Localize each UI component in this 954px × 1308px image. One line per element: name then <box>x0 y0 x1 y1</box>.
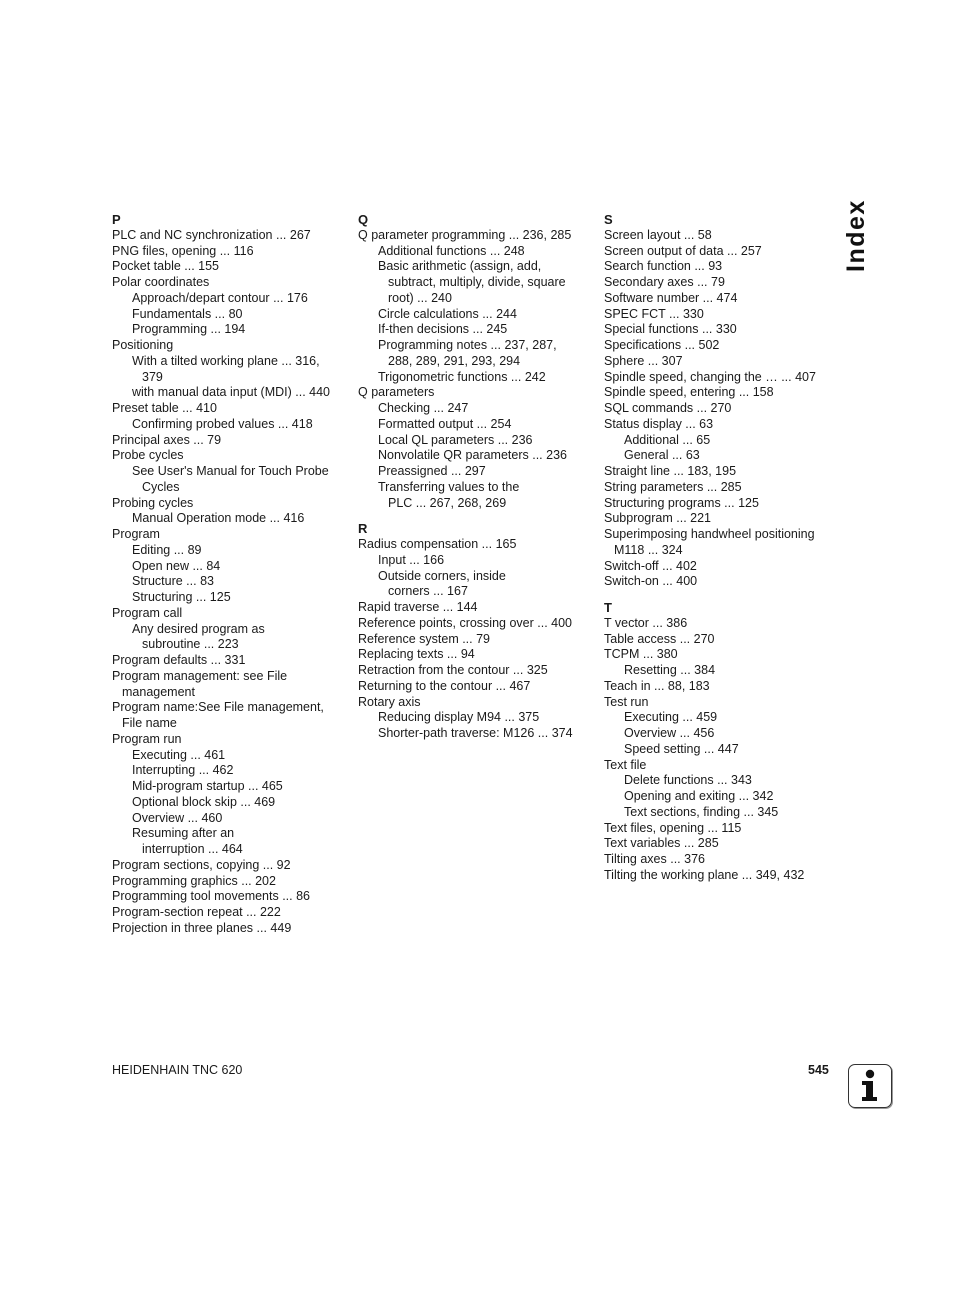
index-subentry: Delete functions ... 343 <box>624 773 752 788</box>
index-entry: Probing cycles <box>112 495 194 510</box>
index-subentry: Overview ... 456 <box>624 726 715 740</box>
index-entry: Program <box>112 527 160 541</box>
index-entry: Programming tool movements ... 86 <box>112 889 310 904</box>
index-subentry: Mid-program startup ... 465 <box>132 779 283 793</box>
index-subentry: Fundamentals ... 80 <box>132 306 243 321</box>
index-entry: Text files, opening ... 115 <box>604 820 742 835</box>
index-entry: Structuring programs ... 125 <box>604 495 759 510</box>
index-column-1 <box>112 210 348 937</box>
section-title-index: Index <box>842 199 870 272</box>
index-subentry: PLC ... 267, 268, 269 <box>388 495 507 510</box>
index-subentry: interruption ... 464 <box>142 842 243 856</box>
index-entry: Reference points, crossing over ... 400 <box>358 615 573 630</box>
index-entry: Spindle speed, changing the … ... 407 <box>604 369 816 384</box>
index-entry: Q parameter programming ... 236, 285 <box>358 227 572 242</box>
index-entry: Program call <box>112 605 183 620</box>
index-entry: Program-section repeat ... 222 <box>112 905 281 919</box>
index-subentry: Reducing display M94 ... 375 <box>378 710 540 725</box>
index-subentry: Executing ... 459 <box>624 710 718 725</box>
index-subentry: Resuming after an <box>132 826 235 841</box>
index-entry: Programming graphics ... 202 <box>112 873 276 888</box>
index-subentry: Programming notes ... 237, 287, <box>378 338 557 352</box>
index-letter-heading: T <box>604 600 612 615</box>
index-entry: Pocket table ... 155 <box>112 259 220 274</box>
index-subentry: Executing ... 461 <box>132 747 226 762</box>
index-column-3 <box>604 210 834 884</box>
index-subentry: Basic arithmetic (assign, add, <box>378 259 542 274</box>
index-entry: Radius compensation ... 165 <box>358 537 517 551</box>
index-subentry: Approach/depart contour ... 176 <box>132 290 308 305</box>
index-entry: PNG files, opening ... 116 <box>112 243 254 258</box>
index-subentry: Cycles <box>142 479 180 494</box>
index-entry: Status display ... 63 <box>604 416 714 431</box>
index-subentry: Transferring values to the <box>378 479 520 494</box>
index-entry: Retraction from the contour ... 325 <box>358 663 548 677</box>
index-subentry: Programming ... 194 <box>132 322 246 337</box>
index-entry: Screen layout ... 58 <box>604 227 712 242</box>
index-subentry: Confirming probed values ... 418 <box>132 416 313 431</box>
index-entry: Software number ... 474 <box>604 290 738 305</box>
index-entry: SPEC FCT ... 330 <box>604 306 704 321</box>
index-subentry: Formatted output ... 254 <box>378 416 512 431</box>
index-subentry: General ... 63 <box>624 448 700 463</box>
index-subentry: Input ... 166 <box>378 552 445 567</box>
index-entry: Positioning <box>112 338 174 352</box>
index-subentry: Trigonometric functions ... 242 <box>378 369 546 384</box>
index-entry: Program run <box>112 731 182 746</box>
index-entry: Program defaults ... 331 <box>112 653 246 667</box>
index-letter-heading: P <box>112 212 121 227</box>
index-subentry: Preassigned ... 297 <box>378 464 486 478</box>
index-subentry: root) ... 240 <box>388 290 452 305</box>
index-entry: Straight line ... 183, 195 <box>604 464 737 478</box>
index-subentry: Speed setting ... 447 <box>624 741 739 756</box>
index-subentry: with manual data input (MDI) ... 440 <box>132 385 331 400</box>
index-entry: Tilting the working plane ... 349, 432 <box>604 867 805 882</box>
index-entry: Text file <box>604 757 647 772</box>
index-entry: Preset table ... 410 <box>112 401 217 415</box>
index-subentry: Circle calculations ... 244 <box>378 306 517 321</box>
index-entry: Principal axes ... 79 <box>112 432 222 447</box>
index-entry: TCPM ... 380 <box>604 647 678 662</box>
index-subentry: 379 <box>142 369 163 384</box>
index-entry: Probe cycles <box>112 448 184 463</box>
index-subentry: subroutine ... 223 <box>142 637 239 652</box>
index-subentry: Overview ... 460 <box>132 810 223 825</box>
index-entry: Subprogram ... 221 <box>604 511 712 526</box>
index-entry: Returning to the contour ... 467 <box>358 678 531 693</box>
index-entry: Switch-on ... 400 <box>604 574 698 589</box>
index-entry: Special functions ... 330 <box>604 322 737 337</box>
index-subentry: Structure ... 83 <box>132 574 214 589</box>
index-letter-heading: S <box>604 212 613 227</box>
index-subentry: Interrupting ... 462 <box>132 763 234 778</box>
index-entry: Polar coordinates <box>112 275 210 289</box>
index-entry: Program sections, copying ... 92 <box>112 857 291 872</box>
index-subentry: Additional functions ... 248 <box>378 243 525 258</box>
index-subentry: Editing ... 89 <box>132 542 202 557</box>
index-subentry: Structuring ... 125 <box>132 590 231 604</box>
index-column-2 <box>358 210 594 742</box>
index-entry: Test run <box>604 694 649 709</box>
index-subentry: Text sections, finding ... 345 <box>624 804 779 819</box>
index-subentry: Resetting ... 384 <box>624 663 716 677</box>
index-entry: Rapid traverse ... 144 <box>358 600 478 614</box>
index-entry: Superimposing handwheel positioning <box>604 527 815 541</box>
index-subentry: Manual Operation mode ... 416 <box>132 511 305 526</box>
page-number: 545 <box>808 1063 829 1077</box>
index-entry: Replacing texts ... 94 <box>358 647 475 662</box>
index-subentry: Nonvolatile QR parameters ... 236 <box>378 448 567 463</box>
index-entry: Tilting axes ... 376 <box>604 852 705 866</box>
info-icon <box>848 1064 892 1108</box>
index-entry: Secondary axes ... 79 <box>604 275 725 289</box>
index-entry: File name <box>122 716 177 730</box>
index-entry: Program management: see File <box>112 668 288 683</box>
index-subentry: Open new ... 84 <box>132 558 221 573</box>
index-entry: Teach in ... 88, 183 <box>604 678 710 693</box>
index-subentry: See User's Manual for Touch Probe <box>132 464 329 478</box>
index-subentry: corners ... 167 <box>388 584 468 599</box>
index-subentry: Optional block skip ... 469 <box>132 794 276 809</box>
index-subentry: With a tilted working plane ... 316, <box>132 353 320 368</box>
index-entry: Switch-off ... 402 <box>604 558 697 573</box>
index-subentry: Local QL parameters ... 236 <box>378 432 533 447</box>
index-entry: Search function ... 93 <box>604 259 723 274</box>
index-letter-heading: R <box>358 521 368 537</box>
index-entry: Table access ... 270 <box>604 631 715 646</box>
index-entry: SQL commands ... 270 <box>604 401 732 415</box>
index-letter-heading: Q <box>358 212 369 227</box>
index-entry: T vector ... 386 <box>604 615 688 630</box>
index-subentry: If-then decisions ... 245 <box>378 322 508 337</box>
index-entry: Sphere ... 307 <box>604 353 683 368</box>
index-entry: M118 ... 324 <box>614 542 683 557</box>
index-subentry: Opening and exiting ... 342 <box>624 789 774 803</box>
index-entry: Spindle speed, entering ... 158 <box>604 385 774 400</box>
index-entry: management <box>122 684 195 699</box>
index-subentry: Any desired program as <box>132 621 265 636</box>
index-subentry: Outside corners, inside <box>378 568 506 583</box>
footer-product-name: HEIDENHAIN TNC 620 <box>112 1063 243 1077</box>
index-entry: Projection in three planes ... 449 <box>112 920 292 935</box>
index-entry: Specifications ... 502 <box>604 338 720 352</box>
index-entry: Reference system ... 79 <box>358 631 491 646</box>
index-entry: PLC and NC synchronization ... 267 <box>112 227 311 242</box>
index-subentry: subtract, multiply, divide, square <box>388 275 566 289</box>
index-subentry: Shorter-path traverse: M126 ... 374 <box>378 726 573 740</box>
index-entry: String parameters ... 285 <box>604 479 742 494</box>
index-subentry: Additional ... 65 <box>624 432 711 447</box>
index-entry: Screen output of data ... 257 <box>604 243 762 258</box>
index-subentry: 288, 289, 291, 293, 294 <box>388 353 521 368</box>
index-subentry: Checking ... 247 <box>378 401 469 415</box>
index-entry: Program name:See File management, <box>112 700 324 715</box>
index-entry: Rotary axis <box>358 694 421 709</box>
index-entry: Q parameters <box>358 385 435 400</box>
index-entry: Text variables ... 285 <box>604 836 719 851</box>
